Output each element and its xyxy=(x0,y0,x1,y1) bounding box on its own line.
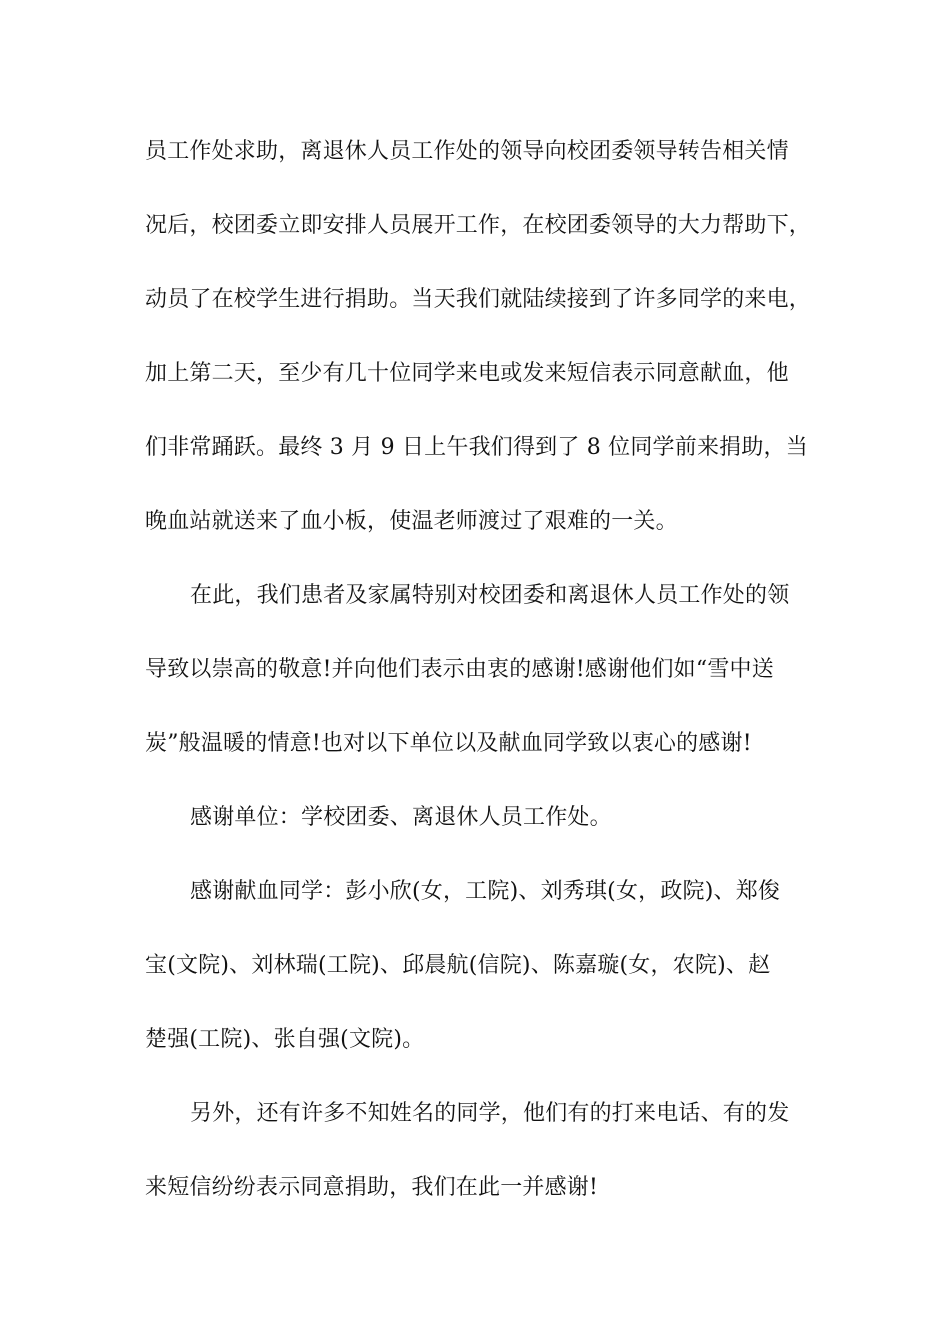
text-line-7: 在此，我们患者及家属特别对校团委和离退休人员工作处的领 xyxy=(190,583,790,608)
text-line-4: 加上第二天，至少有几十位同学来电或发来短信表示同意献血，他 xyxy=(145,361,789,386)
text-line-10: 感谢单位：学校团委、离退休人员工作处。 xyxy=(190,805,612,830)
text-line-11: 感谢献血同学：彭小欣(女，工院)、刘秀琪(女，政院)、郑俊 xyxy=(190,879,781,904)
text-line-5: 们非常踊跃。最终 3 月 9 日上午我们得到了 8 位同学前来捐助，当 xyxy=(145,435,808,460)
text-line-8: 导致以崇高的敬意!并向他们表示由衷的感谢!感谢他们如“雪中送 xyxy=(145,657,774,682)
text-line-13: 楚强(工院)、张自强(文院)。 xyxy=(145,1027,425,1052)
text-line-12: 宝(文院)、刘林瑞(工院)、邱晨航(信院)、陈嘉璇(女，农院)、赵 xyxy=(145,953,771,978)
text-line-15: 来短信纷纷表示同意捐助，我们在此一并感谢! xyxy=(145,1175,599,1200)
text-line-9: 炭”般温暖的情意!也对以下单位以及献血同学致以衷心的感谢! xyxy=(145,731,752,756)
text-line-1: 员工作处求助，离退休人员工作处的领导向校团委领导转告相关情 xyxy=(145,139,789,164)
text-line-2: 况后，校团委立即安排人员展开工作，在校团委领导的大力帮助下， xyxy=(145,213,812,238)
text-line-14: 另外，还有许多不知姓名的同学，他们有的打来电话、有的发 xyxy=(190,1101,790,1126)
text-line-3: 动员了在校学生进行捐助。当天我们就陆续接到了许多同学的来电， xyxy=(145,287,812,312)
text-line-6: 晚血站就送来了血小板，使温老师渡过了艰难的一关。 xyxy=(145,509,678,534)
